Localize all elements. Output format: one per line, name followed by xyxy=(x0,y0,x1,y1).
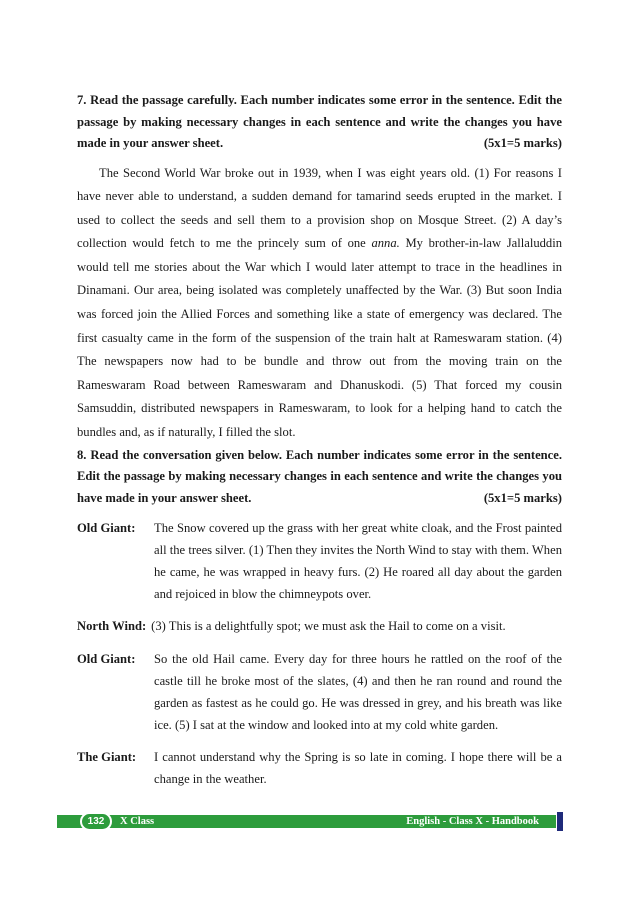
passage-italic-word: anna. xyxy=(371,236,400,251)
footer-book-title: English - Class X - Handbook xyxy=(406,816,539,827)
page-footer xyxy=(57,812,563,831)
passage-text-part-2: My brother-in-law Jallaluddin would tell me stories about the War which I would later attempt to trace in the headlines in Dinamani. Our area, being isolated was completely unaffected by the War. (3) But soon India was forced join the Allied Forces and something like a state of emergency was declared. The first casualty came in the form of the suspension of the train halt at Rameswaram station. (4) The newspapers now had to be bundle and throw out from the moving train on the Rameswaram Road between Rameswaram and Dhanuskodi. (5) That forced my cousin Samsuddin, distributed newspapers in Rameswaram, to look for a helping hand to catch the bundles and, as if naturally, I filled the slot. xyxy=(77,236,563,440)
speech-text: (3) This is a delightfully spot; we must ask the Hail to come on a visit. xyxy=(151,619,506,634)
speaker-label: Old Giant: xyxy=(77,652,136,667)
question-8-marks: (5x1=5 marks) xyxy=(483,490,562,505)
passage-text-part-1: The Second World War broke out in 1939, when I was eight years old. (1) For reasons I have never able to understand, a sudden demand for tamarind seeds erupted in the market. I used to collect the seeds and sell them to a provision shop on Mosque Street. (2) A day’s collection would fetch to me the princely sum of one xyxy=(77,165,562,251)
dialogue-turn xyxy=(77,518,562,605)
page-content xyxy=(77,90,562,802)
question-7-instructions: 7. Read the passage carefully. Each number indicates some error in the sentence. Edit the passage by making necessary changes in each sentence and write the changes you have made in your answer sheet. xyxy=(77,93,562,150)
speaker-label: North Wind: xyxy=(77,619,147,634)
footer-end-marker xyxy=(557,812,563,831)
speech-text: I cannot understand why the Spring is so late in coming. I hope there will be a change in the weather. xyxy=(154,750,562,787)
dialogue-turn xyxy=(77,616,562,638)
speaker-label: Old Giant: xyxy=(77,521,136,536)
question-8-dialogue xyxy=(77,518,562,791)
question-8-instructions: 8. Read the conversation given below. Each number indicates some error in the sentence. Edit the passage by making necessary changes in each sentence and write the changes you have made in your answer sheet. xyxy=(77,447,562,505)
page-number-badge: 132 xyxy=(80,812,112,831)
question-7-passage xyxy=(77,162,562,445)
footer-class-label: X Class xyxy=(120,816,155,827)
question-7-heading xyxy=(77,90,562,155)
speaker-label: The Giant: xyxy=(77,750,137,765)
question-7-marks: (5x1=5 marks) xyxy=(483,136,562,150)
dialogue-turn xyxy=(77,649,562,736)
speech-text: So the old Hail came. Every day for three hours he rattled on the roof of the castle till he broke most of the slates, (4) and then he ran round and round the garden as fastest as he could go. He was dressed in grey, and his breath was like ice. (5) I sat at the window and looked into at my cold white garden. xyxy=(154,652,562,732)
question-8-heading xyxy=(77,445,562,510)
speech-text: The Snow covered up the grass with her great white cloak, and the Frost painted all the trees silver. (1) Then they invites the North Wind to stay with them. When he came, he was wrapped in heavy furs. (2) He roared all day about the garden and rejoiced in blow the chimneypots over. xyxy=(154,521,562,601)
dialogue-turn xyxy=(77,747,562,791)
